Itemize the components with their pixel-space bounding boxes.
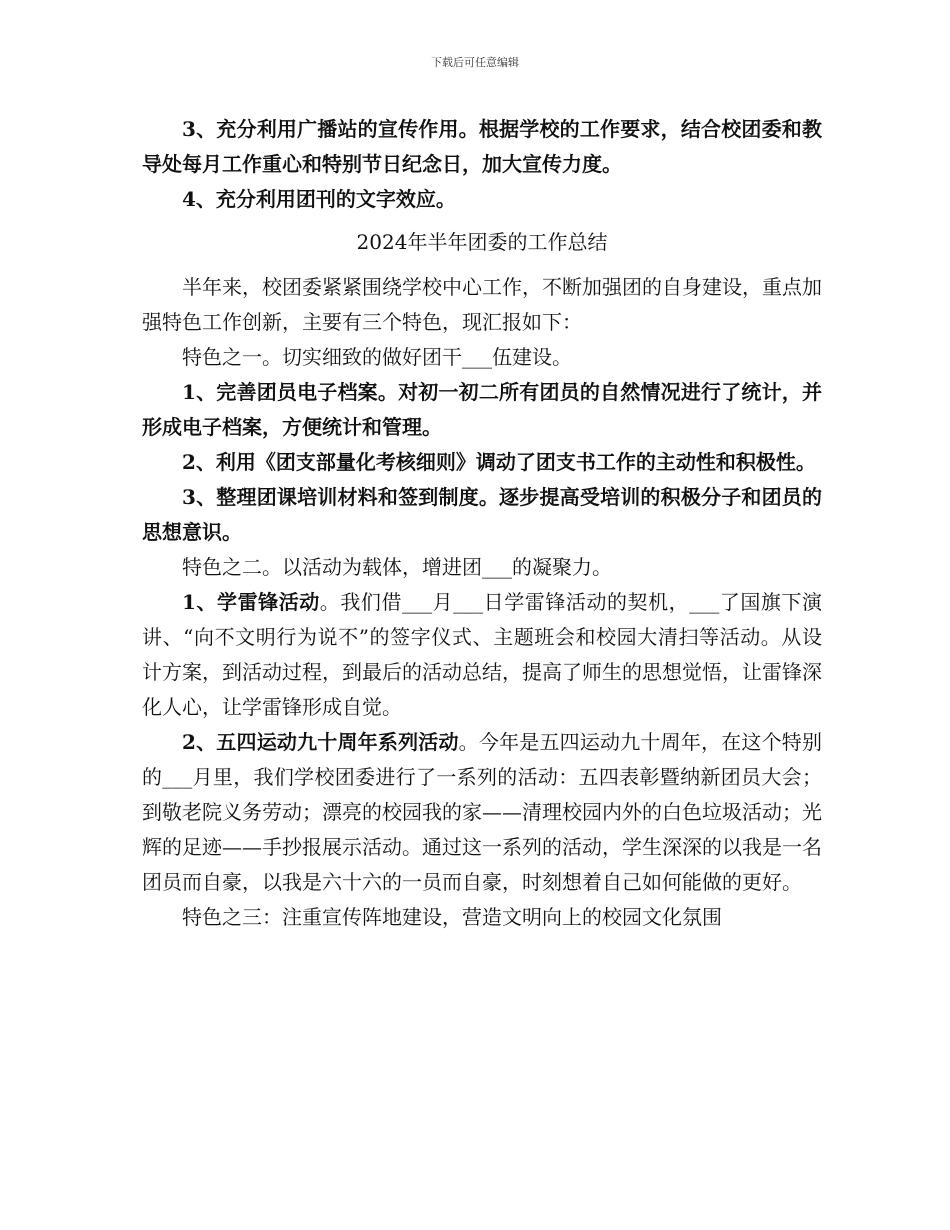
paragraph-bold: 3、整理团课培训材料和签到制度。逐步提高受培训的积极分子和团员的思想意识。 xyxy=(142,485,822,544)
paragraph-bold: 3、充分利用广播站的宣传作用。根据学校的工作要求，结合校团委和教导处每月工作重心和特别节日纪念日，加大宣传力度。 xyxy=(142,117,822,176)
paragraph-bold: 1、学雷锋活动 xyxy=(182,590,320,614)
paragraph-text: 。我们借___月___日学雷锋活动的契机，___了国旗下演讲、“向不文明行为说不”的签字仪式、主题班会和校园大清扫等活动。从设计方案，到活动过程，到最后的活动总结，提高了师生的思想觉悟，让雷锋深化人心，让学雷锋形成自觉。 xyxy=(142,590,822,719)
paragraph-feature-2 xyxy=(142,550,822,585)
paragraph-bold: 2、利用《团支部量化考核细则》调动了团支书工作的主动性和积极性。 xyxy=(182,450,816,474)
paragraph-intro xyxy=(142,270,822,340)
paragraph-feature-1 xyxy=(142,340,822,375)
paragraph-bold: 1、完善团员电子档案。对初一初二所有团员的自然情况进行了统计，并形成电子档案，方便统计和管理。 xyxy=(142,380,822,439)
paragraph-text: 特色之三：注重宣传阵地建设，营造文明向上的校园文化氛围 xyxy=(182,905,722,929)
page-header: 下载后可任意编辑 xyxy=(431,56,519,69)
paragraph-feature-3 xyxy=(142,900,822,935)
paragraph-assessment xyxy=(142,445,822,480)
paragraph-bold: 2、五四运动九十周年系列活动 xyxy=(182,730,459,754)
paragraph-archive xyxy=(142,375,822,445)
paragraph-text: 特色之一。切实细致的做好团干___伍建设。 xyxy=(182,345,572,369)
paragraph-broadcast xyxy=(142,112,822,182)
paragraph-text: 半年来，校团委紧紧围绕学校中心工作，不断加强团的自身建设，重点加强特色工作创新，主要有三个特色，现汇报如下： xyxy=(142,275,822,334)
section-title: 2024年半年团委的工作总结 xyxy=(356,230,608,254)
paragraph-bold: 4、充分利用团刊的文字效应。 xyxy=(182,187,456,211)
paragraph-may-fourth xyxy=(142,725,822,900)
paragraph-training xyxy=(142,480,822,550)
paragraph-journal xyxy=(142,182,822,217)
document-body xyxy=(142,112,822,935)
paragraph-leifeng xyxy=(142,585,822,725)
paragraph-text: 。今年是五四运动九十周年，在这个特别的___月里，我们学校团委进行了一系列的活动：五四表彰暨纳新团员大会；到敬老院义务劳动；漂亮的校园我的家——清理校园内外的白色垃圾活动；光辉的足迹——手抄报展示活动。通过这一系列的活动，学生深深的以我是一名团员而自豪，以我是六十六的一员而自豪，时刻想着自己如何能做的更好。 xyxy=(142,730,823,894)
paragraph-text: 特色之二。以活动为载体，增进团___的凝聚力。 xyxy=(182,555,612,579)
